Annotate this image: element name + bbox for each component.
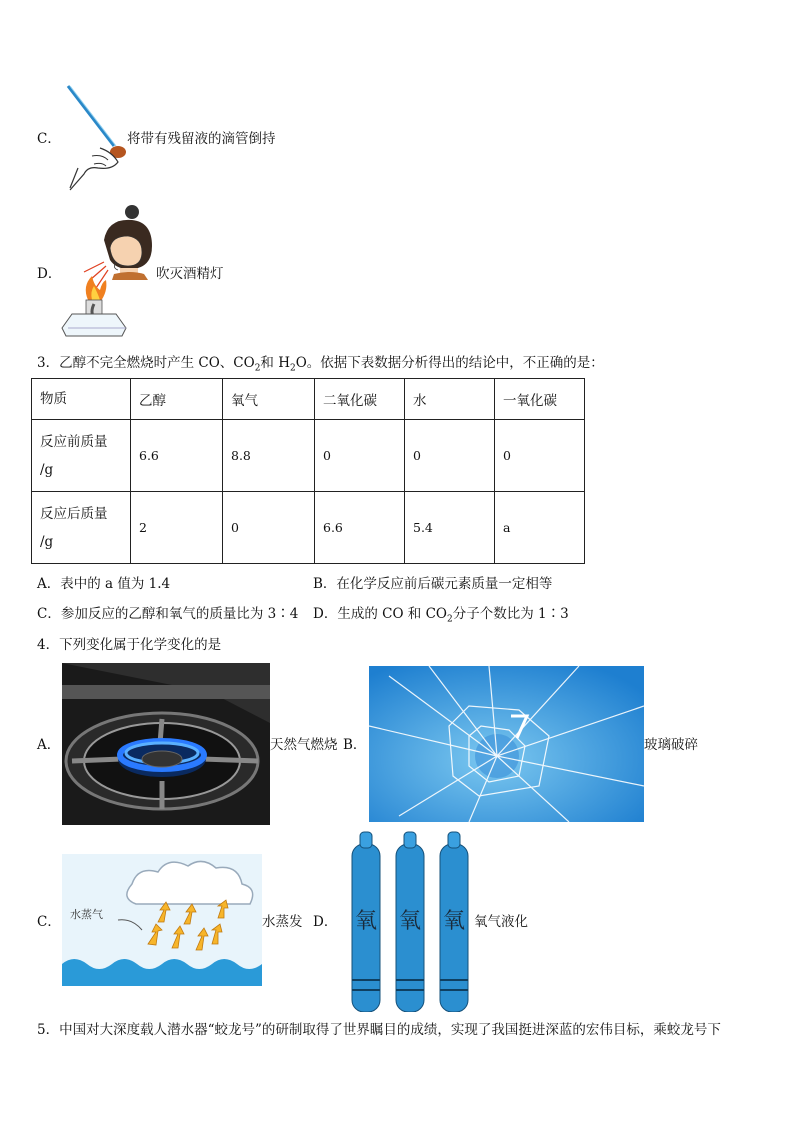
- option-b-letter: B．: [343, 737, 367, 753]
- blowing-alcohol-lamp-illustration: [60, 204, 156, 342]
- table-cell: 0: [315, 420, 405, 492]
- dropper-hand-illustration: [62, 82, 128, 194]
- option-c: C．参加反应的乙醇和氧气的质量比为 3∶4: [37, 606, 299, 622]
- option-a-text: 天然气燃烧: [270, 737, 338, 753]
- oxygen-cylinders-image: [346, 830, 474, 1012]
- oxygen-char: 氧: [354, 909, 378, 934]
- header-water: 水: [405, 379, 495, 420]
- option-c-text: 水蒸发: [262, 914, 303, 930]
- mass-data-table: [31, 378, 585, 564]
- table-row: [32, 492, 585, 564]
- option-c-text: 将带有残留液的滴管倒持: [127, 131, 276, 147]
- option-d-letter: D．: [37, 266, 62, 282]
- oxygen-char: 氧: [398, 909, 422, 934]
- option-b: B．在化学反应前后碳元素质量一定相等: [313, 576, 553, 592]
- table-cell: 6.6: [131, 420, 223, 492]
- header-oxygen: 氧气: [223, 379, 315, 420]
- table-cell: a: [495, 492, 585, 564]
- option-d-text: 吹灭酒精灯: [156, 266, 224, 282]
- table-cell: 6.6: [315, 492, 405, 564]
- row-label: 反应前质量 /g: [32, 420, 131, 492]
- gas-stove-flame-image: [62, 663, 270, 825]
- question-4-stem: 4．下列变化属于化学变化的是: [37, 637, 222, 653]
- table-cell: 0: [405, 420, 495, 492]
- table-cell: 2: [131, 492, 223, 564]
- water-vapor-label: 水蒸气: [70, 908, 103, 921]
- question-5-stem: 5．中国对大深度载人潜水器“蛟龙号”的研制取得了世界瞩目的成绩，实现了我国挺进深蓝的宏伟目标，乘蛟龙号下: [37, 1022, 721, 1038]
- header-carbon-monoxide: 一氧化碳: [495, 379, 585, 420]
- header-substance: 物质: [32, 379, 131, 420]
- option-c-letter: C．: [37, 914, 61, 930]
- header-carbon-dioxide: 二氧化碳: [315, 379, 405, 420]
- broken-glass-image: [369, 666, 644, 822]
- water-evaporation-image: [62, 854, 262, 986]
- table-cell: 5.4: [405, 492, 495, 564]
- table-cell: 0: [495, 420, 585, 492]
- option-a: A．表中的 a 值为 1.4: [37, 576, 171, 592]
- question-3-stem: 3．乙醇不完全燃烧时产生 CO、$CO_2$和 $H_2O$。依据下表数据分析得出的结论中，不正确的是：: [37, 355, 604, 374]
- header-ethanol: 乙醇: [131, 379, 223, 420]
- option-b-text: 玻璃破碎: [644, 737, 698, 753]
- option-d-letter: D．: [313, 914, 338, 930]
- option-c-letter: C．: [37, 131, 61, 147]
- table-cell: 8.8: [223, 420, 315, 492]
- option-d: D．生成的 CO 和 $CO_2$分子个数比为 1∶3: [313, 606, 569, 625]
- option-d-text: 氧气液化: [474, 914, 528, 930]
- oxygen-char: 氧: [442, 909, 466, 934]
- table-row: [32, 420, 585, 492]
- option-a-letter: A．: [37, 737, 61, 753]
- table-header-row: [32, 379, 585, 420]
- row-label: 反应后质量 /g: [32, 492, 131, 564]
- table-cell: 0: [223, 492, 315, 564]
